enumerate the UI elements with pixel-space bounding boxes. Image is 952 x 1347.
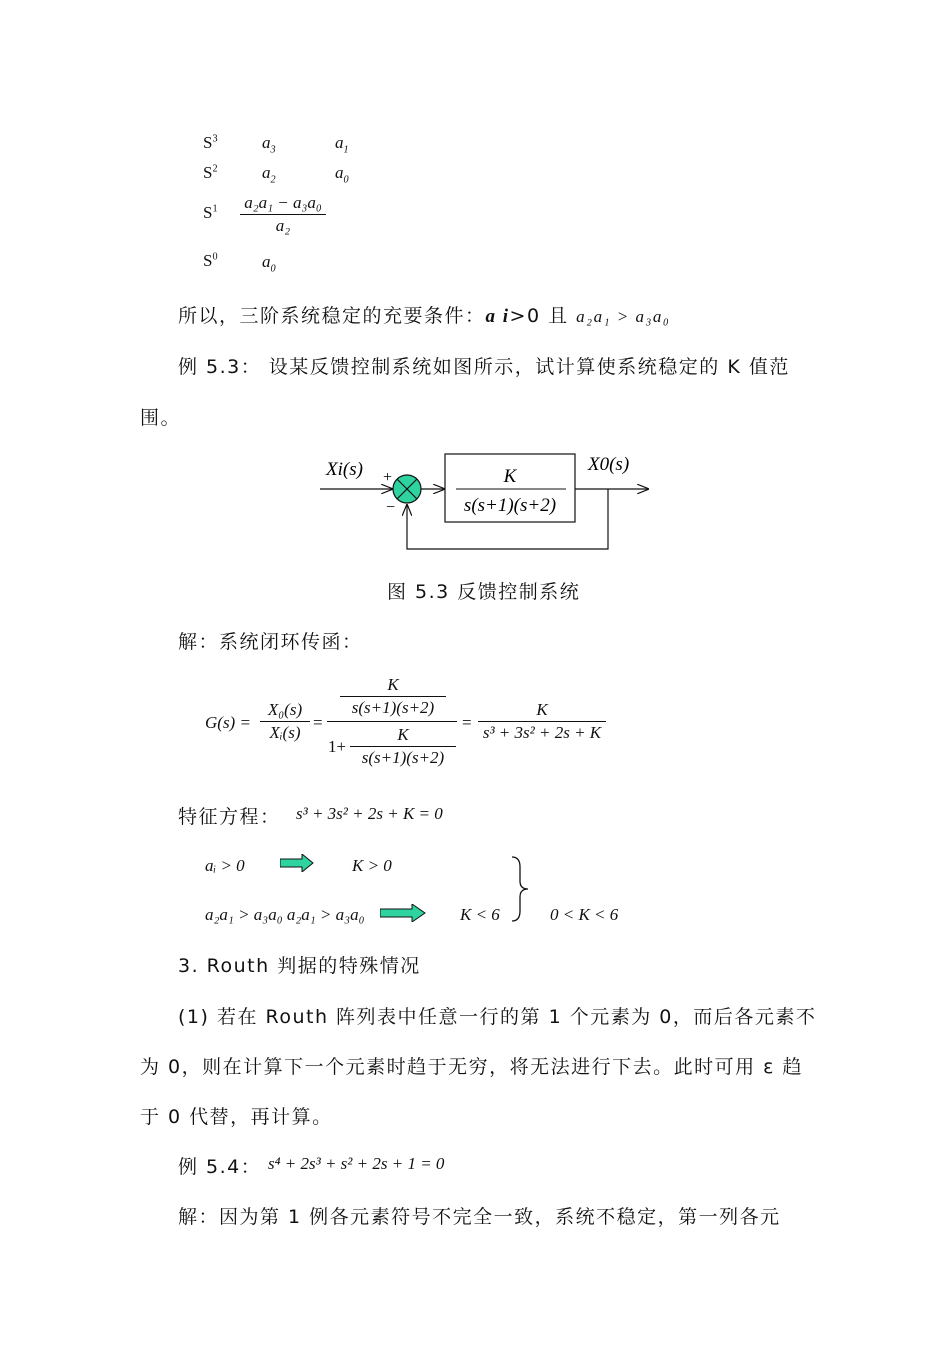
char-eq: s³ + 3s² + 2s + K = 0 (296, 804, 443, 823)
right-brace-icon (510, 855, 532, 923)
condition-result: 0 < K < 6 (550, 905, 619, 924)
example-53-text-cont: 围。 (140, 407, 182, 429)
routh-cell: $a_2$ (262, 163, 276, 186)
routh-cell: $a_0$ (335, 163, 349, 186)
compound-fraction-bar (327, 721, 457, 722)
section-title: 3. Routh 判据的特殊情况 (178, 955, 421, 977)
routh-cell: $a_1$ (335, 133, 349, 156)
input-label: Xi(s) (326, 459, 363, 480)
example-53-text: 例 5.3： 设某反馈控制系统如图所示，试计算使系统稳定的 K 值范 (178, 356, 790, 378)
paragraph-line: 于 0 代替，再计算。 (140, 1106, 333, 1128)
paragraph-line: (1) 若在 Routh 阵列表中任意一行的第 1 个元素为 0，而后各元素不 (178, 1006, 817, 1028)
routh-fraction: a₂a₁ − a₃a₀ a₂ (240, 193, 326, 236)
right-arrow-icon (280, 854, 314, 872)
routh-row-label: $S^1$ (203, 203, 218, 222)
routh-row-label: $S^0$ (203, 251, 218, 270)
minus-sign: − (386, 499, 396, 516)
transfer-bottom-fraction: K s(s+1)(s+2) (350, 725, 456, 768)
char-eq-label: 特征方程： (178, 806, 281, 828)
example-54-eq: s⁴ + 2s³ + s² + 2s + 1 = 0 (268, 1154, 445, 1173)
feedback-block-diagram (310, 445, 670, 560)
routh-row-label: $S^2$ (203, 163, 218, 182)
paragraph-line: 为 0，则在计算下一个元素时趋于无穷，将无法进行下去。此时可用 ε 趋 (140, 1056, 803, 1078)
condition-routh: a₂a₁ > a₃a₀ a₂a₁ > a₃a₀ (205, 905, 365, 924)
transfer-one-plus: 1+ (328, 737, 347, 756)
routh-cell: $a_0$ (262, 252, 276, 275)
example-54-label: 例 5.4： (178, 1156, 262, 1178)
figure-caption: 图 5.3 反馈控制系统 (387, 581, 581, 603)
transfer-result-fraction: K s³ + 3s² + 2s + K (478, 700, 606, 743)
condition-k-positive: K > 0 (352, 856, 392, 875)
output-label: X0(s) (588, 454, 630, 475)
stability-condition: 所以，三阶系统稳定的充要条件：a i>0 且 a₂a₁ > a₃a₀ (178, 305, 671, 327)
condition-k-lt6: K < 6 (460, 905, 500, 924)
transfer-fraction-1: X₀(s) Xᵢ(s) (260, 700, 310, 743)
transfer-lhs: G(s) = (205, 713, 251, 732)
block-numerator: K (503, 466, 517, 487)
solution-intro: 解：系统闭环传函： (178, 631, 363, 653)
transfer-top-fraction: K s(s+1)(s+2) (340, 675, 446, 718)
equals-sign: = (313, 713, 323, 732)
routh-row-label: $S^3$ (203, 133, 218, 152)
condition-ai: aᵢ > 0 (205, 856, 245, 875)
plus-sign: + (383, 469, 393, 486)
right-arrow-icon (380, 904, 426, 922)
solution-54: 解：因为第 1 例各元素符号不完全一致，系统不稳定，第一列各元 (178, 1206, 781, 1228)
equals-sign: = (462, 713, 472, 732)
block-denominator: s(s+1)(s+2) (463, 495, 557, 516)
routh-cell: $a_3$ (262, 133, 276, 156)
